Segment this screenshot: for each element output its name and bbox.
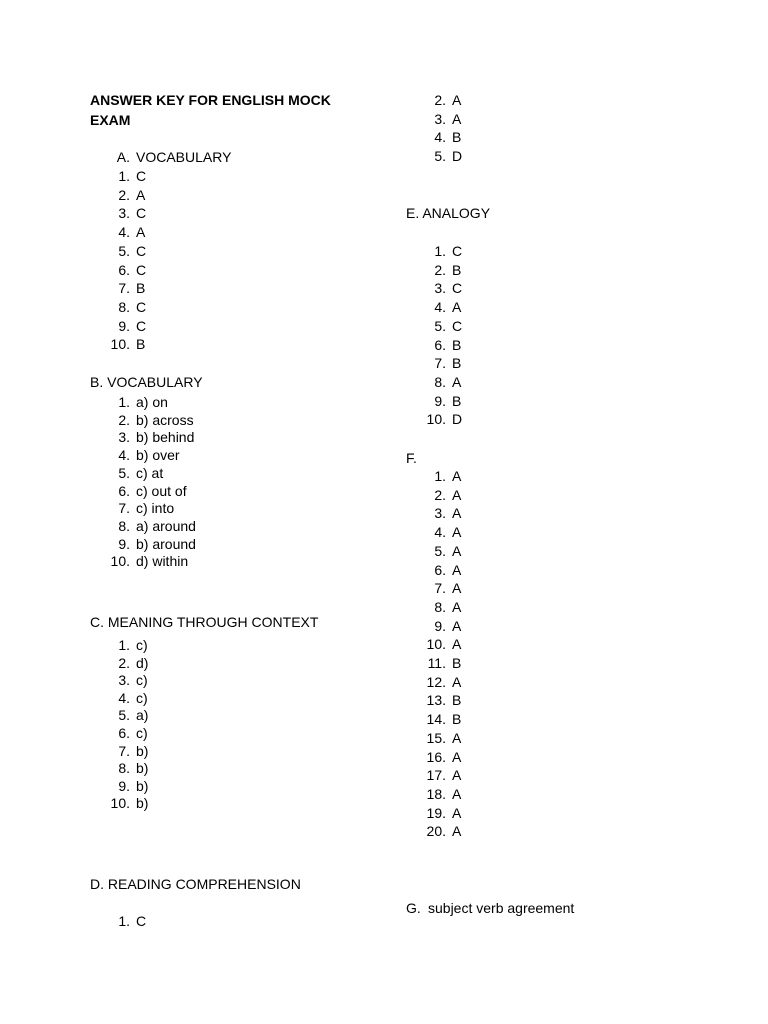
list-item-number: 7.: [434, 355, 446, 372]
list-item-number: 9.: [118, 535, 130, 552]
list-item-answer: A: [452, 373, 462, 390]
list-item-number: 6.: [118, 482, 130, 499]
list-item-answer: C: [136, 242, 147, 259]
list-item-number: 2.: [434, 486, 446, 503]
list-item-number: 3.: [434, 280, 446, 297]
list-item-answer: d) within: [136, 553, 189, 570]
list-item-answer: A: [452, 524, 462, 541]
list-item-answer: B: [452, 336, 462, 353]
list-item-answer: D: [452, 411, 463, 428]
list-item-number: 6.: [434, 336, 446, 353]
list-item-number: 2.: [118, 654, 130, 671]
list-item-answer: B: [452, 655, 462, 671]
list-item-number: 10.: [110, 553, 130, 570]
list-item-answer: b) behind: [136, 429, 195, 446]
list-item-number: 6.: [118, 261, 130, 278]
list-item-answer: C: [136, 168, 147, 184]
list-item-answer: A: [452, 598, 462, 615]
list-item-answer: a) around: [136, 517, 196, 534]
list-item-answer: C: [136, 298, 147, 315]
list-item-number: 14.: [426, 711, 446, 728]
list-item-answer: d): [136, 654, 149, 671]
list-item-number: 1.: [118, 168, 130, 184]
list-item-number: 17.: [426, 767, 446, 784]
list-item-number: 5.: [434, 317, 446, 334]
list-item-number: 10.: [110, 795, 130, 812]
list-item-answer: B: [452, 711, 462, 728]
list-item-number: 8.: [118, 760, 130, 777]
list-item-number: 7.: [118, 742, 130, 759]
list-item-answer: c) out of: [136, 482, 187, 499]
list-item-number: 3.: [434, 110, 446, 127]
list-item-number: 10.: [110, 336, 130, 353]
list-item-answer: B: [452, 392, 462, 409]
list-item-answer: b): [136, 760, 149, 777]
list-item-number: 1.: [118, 637, 130, 653]
list-item-answer: A: [452, 486, 462, 503]
list-item-number: 10.: [426, 411, 446, 428]
document-title-line2: EXAM: [90, 112, 131, 128]
list-item-answer: C: [452, 317, 463, 334]
list-item-answer: b): [136, 777, 149, 794]
list-item-number: 12.: [426, 673, 446, 690]
list-item-answer: C: [452, 280, 463, 297]
list-item-number: 9.: [434, 392, 446, 409]
list-item-answer: c) at: [136, 464, 164, 481]
list-item-number: 8.: [118, 298, 130, 315]
list-item-number: 5.: [118, 242, 130, 259]
list-item-number: 4.: [434, 299, 446, 316]
list-item-number: 4.: [434, 524, 446, 541]
list-item-answer: B: [452, 261, 462, 278]
list-item-number: 5.: [434, 148, 446, 165]
document-title-line1: ANSWER KEY FOR ENGLISH MOCK: [90, 92, 331, 108]
list-item-number: 5.: [118, 464, 130, 481]
list-item-number: 3.: [118, 205, 130, 222]
section-f-heading: F.: [406, 450, 417, 466]
list-item-number: 1.: [434, 468, 446, 484]
list-item-number: 4.: [434, 129, 446, 146]
list-item-number: 9.: [118, 777, 130, 794]
list-item-answer: B: [136, 280, 146, 297]
list-item-number: 1.: [118, 913, 130, 929]
list-item-number: 8.: [118, 517, 130, 534]
list-item-answer: A: [452, 785, 462, 802]
list-item-number: 19.: [426, 804, 446, 821]
list-item-answer: A: [452, 748, 462, 765]
list-item-answer: b) over: [136, 447, 180, 464]
section-g-marker: G.: [406, 900, 421, 916]
list-item-answer: b): [136, 795, 149, 812]
section-c-heading: C. MEANING THROUGH CONTEXT: [90, 614, 319, 630]
list-item-number: 6.: [118, 725, 130, 741]
list-item-answer: c) into: [136, 500, 175, 517]
list-item-number: 15.: [426, 729, 446, 746]
list-item-number: 2.: [434, 261, 446, 278]
list-item-number: 2.: [434, 92, 446, 108]
list-item-answer: B: [452, 355, 462, 372]
list-item-answer: A: [452, 92, 462, 108]
list-item-number: 7.: [434, 580, 446, 597]
list-item-answer: D: [452, 148, 463, 165]
section-a-heading: VOCABULARY: [136, 149, 232, 165]
list-item-answer: A: [136, 224, 146, 241]
list-item-answer: C: [136, 317, 147, 334]
list-item-answer: A: [452, 580, 462, 597]
list-item-number: 13.: [426, 692, 446, 709]
list-item-answer: b): [136, 742, 149, 759]
list-item-number: 7.: [118, 280, 130, 297]
list-item-number: 9.: [434, 617, 446, 634]
list-item-answer: C: [452, 243, 463, 259]
section-e-heading: E. ANALOGY: [406, 205, 491, 221]
list-item-answer: A: [452, 767, 462, 784]
list-item-answer: A: [452, 505, 462, 522]
list-item-answer: A: [452, 673, 462, 690]
section-b-heading: B. VOCABULARY: [90, 374, 203, 390]
list-item-answer: A: [452, 299, 462, 316]
list-item-answer: A: [452, 729, 462, 746]
list-item-number: 4.: [118, 689, 130, 706]
list-item-number: 16.: [426, 748, 446, 765]
list-item-answer: a): [136, 707, 149, 724]
list-item-answer: B: [136, 336, 146, 353]
list-item-number: 2.: [118, 411, 130, 428]
list-item-answer: A: [452, 804, 462, 821]
list-item-answer: c): [136, 637, 148, 653]
list-item-answer: B: [452, 692, 462, 709]
list-item-number: 8.: [434, 598, 446, 615]
list-item-number: 8.: [434, 373, 446, 390]
list-item-number: 3.: [118, 672, 130, 689]
list-item-number: 5.: [434, 542, 446, 559]
list-item-answer: A: [452, 110, 462, 127]
list-item-answer: C: [136, 205, 147, 222]
list-item-number: 5.: [118, 707, 130, 724]
list-item-number: 20.: [426, 823, 446, 840]
list-item-number: 4.: [118, 447, 130, 464]
list-item-number: 11.: [427, 655, 446, 671]
list-item-answer: A: [452, 636, 462, 653]
list-item-answer: A: [452, 468, 462, 484]
list-item-number: 1.: [118, 394, 130, 410]
list-item-answer: A: [452, 617, 462, 634]
section-a-marker: A.: [116, 149, 130, 165]
list-item-number: 18.: [426, 785, 446, 802]
list-item-answer: C: [136, 913, 147, 929]
list-item-number: 4.: [118, 224, 130, 241]
list-item-answer: b) around: [136, 535, 196, 552]
list-item-number: 1.: [434, 243, 446, 259]
section-d-heading: D. READING COMPREHENSION: [90, 876, 301, 892]
list-item-number: 6.: [434, 561, 446, 578]
list-item-number: 10.: [426, 636, 446, 653]
list-item-number: 3.: [434, 505, 446, 522]
list-item-number: 7.: [118, 500, 130, 517]
section-g-heading: subject verb agreement: [428, 900, 575, 916]
list-item-answer: A: [452, 561, 462, 578]
list-item-number: 9.: [118, 317, 130, 334]
list-item-answer: c): [136, 689, 148, 706]
list-item-answer: c): [136, 725, 148, 741]
list-item-answer: a) on: [136, 394, 168, 410]
list-item-answer: A: [136, 186, 146, 203]
list-item-answer: c): [136, 672, 148, 689]
list-item-answer: C: [136, 261, 147, 278]
list-item-number: 2.: [118, 186, 130, 203]
list-item-number: 3.: [118, 429, 130, 446]
list-item-answer: A: [452, 823, 462, 840]
list-item-answer: A: [452, 542, 462, 559]
list-item-answer: b) across: [136, 411, 194, 428]
list-item-answer: B: [452, 129, 462, 146]
